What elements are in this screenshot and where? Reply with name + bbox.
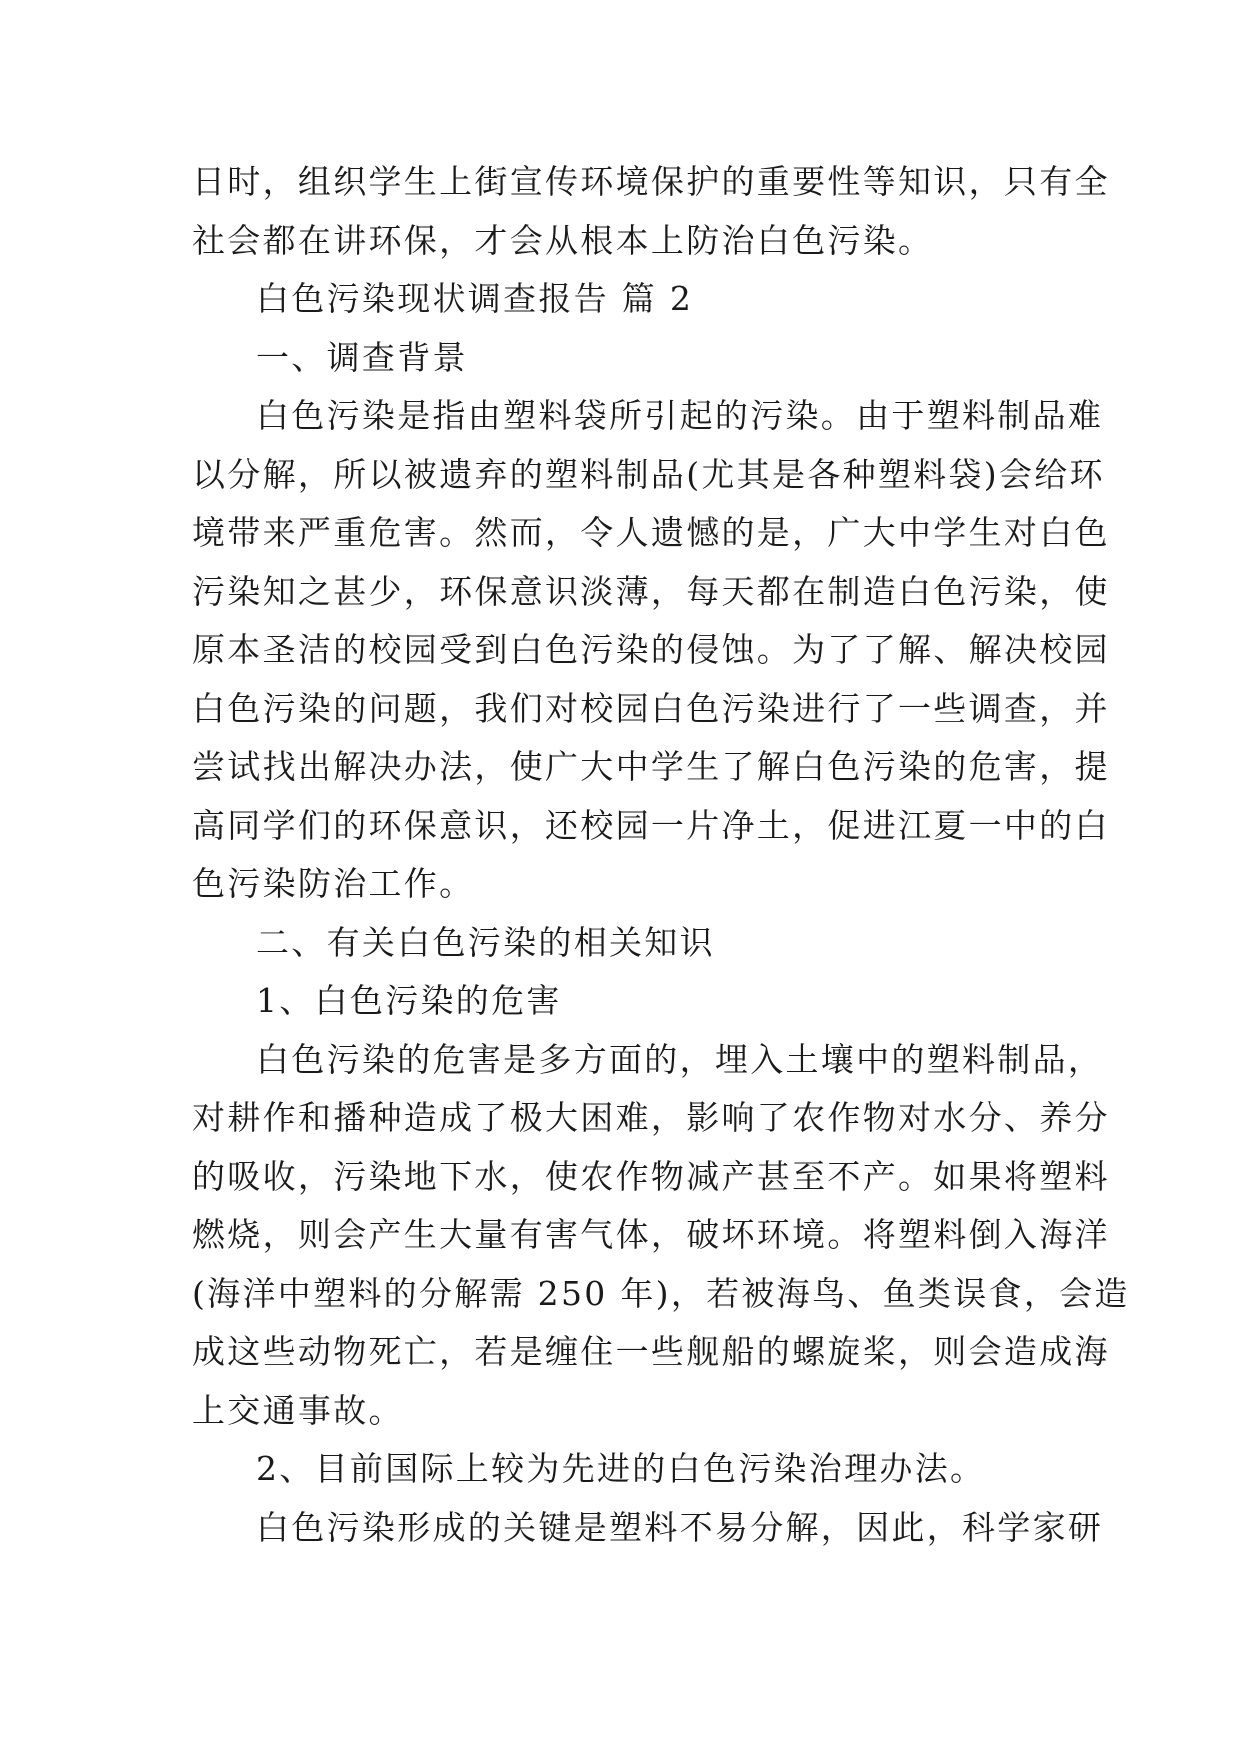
subheading-treatment-methods: 2、目前国际上较为先进的白色污染治理办法。 [256, 1449, 986, 1488]
body-text-line: 对耕作和播种造成了极大困难，影响了农作物对水分、养分 [192, 1098, 1110, 1137]
body-text-line: 以分解，所以被遗弃的塑料制品(尤其是各种塑料袋)会给环 [192, 455, 1105, 494]
body-text-line: 日时，组织学生上街宣传环境保护的重要性等知识，只有全 [192, 162, 1110, 201]
body-text-line: 白色污染的危害是多方面的，埋入土壤中的塑料制品， [256, 1040, 1104, 1079]
section-title: 白色污染现状调查报告 篇 2 [256, 279, 694, 318]
body-text-line: 成这些动物死亡，若是缠住一些舰船的螺旋桨，则会造成海 [192, 1332, 1110, 1371]
heading-related-knowledge: 二、有关白色污染的相关知识 [256, 923, 715, 962]
subheading-hazards: 1、白色污染的危害 [256, 981, 562, 1020]
body-text-line: 原本圣洁的校园受到白色污染的侵蚀。为了了解、解决校园 [192, 630, 1110, 669]
heading-survey-background: 一、调查背景 [256, 338, 468, 377]
body-text-line: 白色污染是指由塑料袋所引起的污染。由于塑料制品难 [256, 396, 1104, 435]
body-text-line: 白色污染的问题，我们对校园白色污染进行了一些调查，并 [192, 689, 1110, 728]
body-text-line: 上交通事故。 [192, 1391, 404, 1430]
body-text-line: 高同学们的环保意识，还校园一片净土，促进江夏一中的白 [192, 806, 1110, 845]
body-text-line: 色污染防治工作。 [192, 864, 475, 903]
body-text-line: 燃烧，则会产生大量有害气体，破坏环境。将塑料倒入海洋 [192, 1215, 1110, 1254]
body-text-line: 白色污染形成的关键是塑料不易分解，因此，科学家研 [256, 1508, 1104, 1547]
body-text-line: 尝试找出解决办法，使广大中学生了解白色污染的危害，提 [192, 747, 1110, 786]
body-text-line: 社会都在讲环保，才会从根本上防治白色污染。 [192, 221, 934, 260]
body-text-line: 的吸收，污染地下水，使农作物减产甚至不产。如果将塑料 [192, 1157, 1110, 1196]
body-text-line: (海洋中塑料的分解需 250 年)，若被海鸟、鱼类误食，会造 [192, 1274, 1130, 1313]
body-text-line: 污染知之甚少，环保意识淡薄，每天都在制造白色污染，使 [192, 572, 1110, 611]
body-text-line: 境带来严重危害。然而，令人遗憾的是，广大中学生对白色 [192, 513, 1110, 552]
